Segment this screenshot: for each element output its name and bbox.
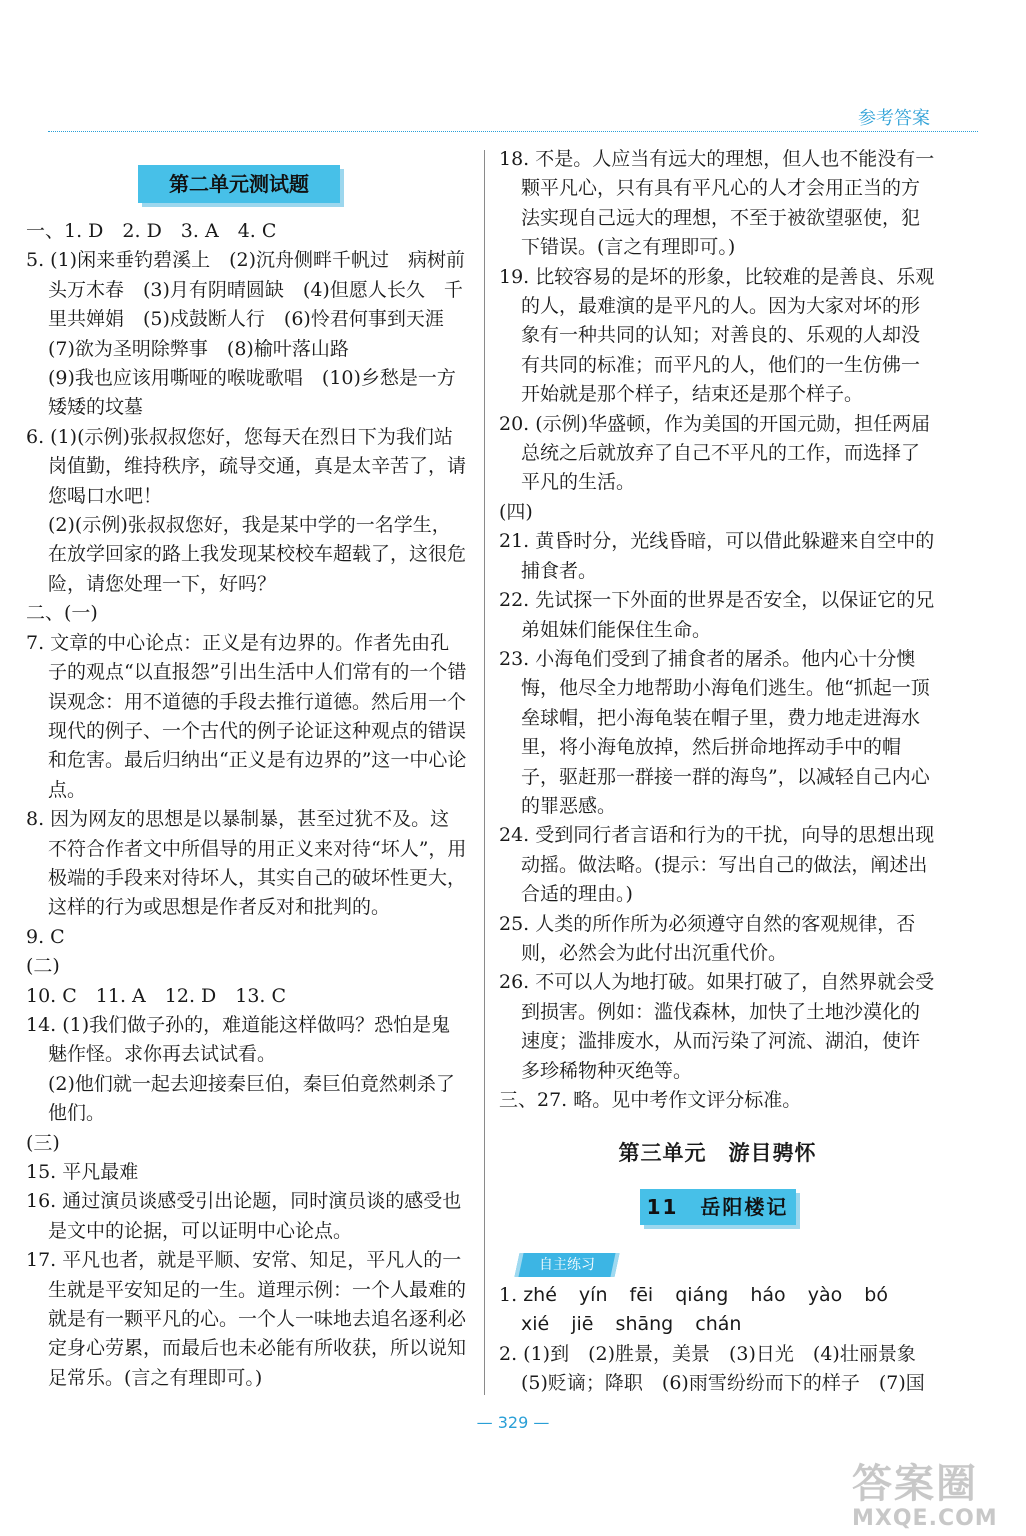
answer-line: 16. 通过演员谈感受引出论题，同时演员谈的感受也是文中的论据，可以证明中心论点。	[26, 1190, 462, 1242]
lesson-title: 11 岳阳楼记	[640, 1189, 796, 1225]
section-label: (三)	[26, 1131, 60, 1154]
answer-line: 23. 小海龟们受到了捕食者的屠杀。他内心十分懊悔，他尽全力地帮助小海龟们逃生。他“抓起一顶垒球帽，把小海龟装在帽子里，费力地走进海水里，将小海龟放掉，然后拼命地挥动手中的帽子，驱赶那一群接一群的海鸟”，以减轻自己内心的罪恶感。	[499, 647, 930, 817]
left-column	[26, 145, 468, 1393]
answer-line: 26. 不可以人为地打破。如果打破了，自然界就会受到损害。例如：滥伐森林，加快了土地沙漠化的速度；滥排废水，从而污染了河流、湖泊，使许多珍稀物种灭绝等。	[499, 971, 935, 1082]
pinyin-lead: 1.	[499, 1283, 518, 1306]
answer-line: 17. 平凡也者，就是平顺、安常、知足，平凡人的一生就是平安知足的一生。道理示例：一个人最难的就是有一颗平凡的心。一个人一味地去追名逐利必定身心劳累，而最后也未必能有所收获，所以说知足常乐。(言之有理即可。)	[26, 1249, 467, 1389]
header-divider	[48, 131, 978, 132]
header-label: 参考答案	[858, 108, 930, 129]
answer-line: 18. 不是。人应当有远大的理想，但人也不能没有一颗平凡心，只有具有平凡心的人才会用正当的方法实现自己远大的理想，不至于被欲望驱使，犯下错误。(言之有理即可。)	[499, 148, 935, 259]
answer-line: 22. 先试探一下外面的世界是否安全，以保证它的兄弟姐妹们能保住生命。	[499, 589, 935, 641]
answer-line: 一、1. D 2. D 3. A 4. C	[26, 220, 277, 242]
answer-line: 25. 人类的所作所为必须遵守自然的客观规律，否则，必然会为此付出沉重代价。	[499, 912, 916, 964]
answer-line: (9)我也应该用嘶哑的喉咙歌唱 (10)乡愁是一方矮矮的坟墓	[48, 367, 456, 419]
practice-tag-label: 自主练习	[539, 1256, 595, 1273]
answer-line: 14. (1)我们做子孙的，难道能这样做吗？恐怕是鬼魅作怪。求你再去试试看。	[26, 1013, 451, 1066]
page-number: — 329 —	[476, 1413, 550, 1432]
answer-line: 20. (示例)华盛顿，作为美国的开国元勋，担任两届总统之后就放弃了自己不平凡的工作，而选择了平凡的生活。	[499, 412, 931, 494]
watermark-line1: 答案圈	[852, 1461, 978, 1507]
answer-line: 9. C	[26, 925, 65, 948]
answer-line: (2)(示例)张叔叔您好，我是某中学的一名学生，在放学回家的路上我发现某校校车超载了，这很危险，请您处理一下，好吗？	[48, 514, 467, 595]
answer-line: 15. 平凡最难	[26, 1161, 139, 1183]
section-label: (四)	[499, 500, 533, 523]
unit-heading: 第三单元 游目骋怀	[618, 1141, 817, 1166]
practice-tag	[514, 1253, 619, 1277]
unit-test-title: 第二单元测试题	[138, 165, 340, 203]
watermark-line2: MXQE.COM	[852, 1506, 998, 1531]
answer-line: 三、27. 略。见中考作文评分标准。	[499, 1089, 802, 1111]
right-column	[499, 145, 936, 1398]
answer-line: 8. 因为网友的思想是以暴制暴，甚至过犹不及。这不符合作者文中所倡导的用正义来对待“坏人”，用极端的手段来对待坏人，其实自己的破坏性更大，这样的行为或思想是作者反对和批判的。	[26, 808, 467, 919]
watermark	[852, 1462, 1022, 1534]
answer-line: 19. 比较容易的是坏的形象，比较难的是善良、乐观的人，最难演的是平凡的人。因为大家对坏的形象有一种共同的认知；对善良的、乐观的人却没有共同的标准；而平凡的人，他们的一生仿佛一开始就是那个样子，结束还是那个样子。	[499, 265, 935, 406]
pinyin-line: zhé yín fēi qiáng háo yào bó xié jiē shāng chán	[521, 1283, 888, 1336]
section-label: 二、(一)	[26, 602, 98, 625]
answer-line: 7. 文章的中心论点：正义是有边界的。作者先由孔子的观点“以直报怨”引出生活中人们常有的一个错误观念：用不道德的手段去推行道德。然后用一个现代的例子、一个古代的例子论证这种观点的错误和危害。最后归纳出“正义是有边界的”这一中心论点。	[26, 631, 467, 801]
answer-line: 24. 受到同行者言语和行为的干扰，向导的思想出现动摇。做法略。(提示：写出自己的做法，阐述出合适的理由。)	[499, 824, 935, 906]
answer-line: 5. (1)闲来垂钓碧溪上 (2)沉舟侧畔千帆过 病树前头万木春 (3)月有阴晴圆缺 (4)但愿人长久 千里共婵娟 (5)戍鼓断人行 (6)怜君何事到天涯 (7)欲为圣明除弊事 (8)榆叶落山路	[26, 249, 465, 360]
answer-line: 6. (1)(示例)张叔叔您好，您每天在烈日下为我们站岗值勤，维持秩序，疏导交通，真是太辛苦了，请您喝口水吧！	[26, 425, 467, 507]
answer-line: (2)他们就一起去迎接秦巨伯，秦巨伯竟然刺杀了他们。	[48, 1072, 455, 1125]
answer-line: 10. C 11. A 12. D 13. C	[26, 984, 287, 1007]
pinyin-answer	[499, 1281, 936, 1340]
column-divider	[484, 150, 485, 1395]
answer-line: 21. 黄昏时分，光线昏暗，可以借此躲避来自空中的捕食者。	[499, 530, 935, 582]
section-label: (二)	[26, 955, 60, 978]
answer-line: 2. (1)到 (2)胜景，美景 (3)日光 (4)壮丽景象 (5)贬谪；降职 (6)雨雪纷纷而下的样子 (7)国	[499, 1342, 935, 1395]
